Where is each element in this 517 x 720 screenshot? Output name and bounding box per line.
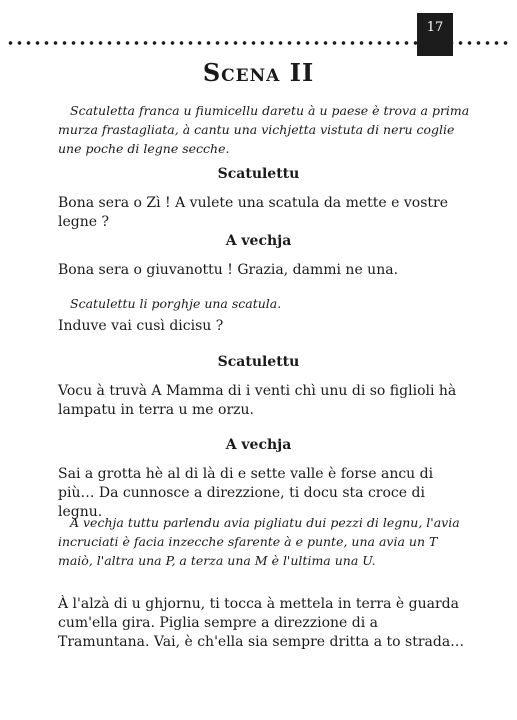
stage-direction: Scatuletta franca u fiumicellu daretu à u paese è trova a prima murza frastagliata, à cantu una vichjetta vistuta di neru coglie une poche di legne secche. xyxy=(58,103,470,156)
stage-direction: Scatulettu li porghje una scatula. xyxy=(70,296,282,311)
dialogue-line: Vocu à truvà A Mamma di i venti chì unu di so figlioli hà lampatu in terra u me orzu. xyxy=(58,383,457,418)
page-number: 17 xyxy=(417,13,453,56)
dialogue-line: Induve vai cusì dicisu ? xyxy=(58,318,224,334)
dialogue-line: À l'alzà di u ghjornu, ti tocca à mettela in terra è guarda cum'ella gira. Piglia sempre a direzzione di a Tramuntana. Vai, è ch'ella sia sempre dritta a to strada… xyxy=(58,596,465,650)
speaker-name: A vechja xyxy=(225,437,292,453)
speaker-name: A vechja xyxy=(225,233,292,249)
dialogue-line: Bona sera o giuvanottu ! Grazia, dammi ne una. xyxy=(58,262,399,278)
speaker-name: Scatulettu xyxy=(217,166,300,182)
dialogue-line: Sai a grotta hè al di là di e sette valle è forse ancu di più… Da cunnosce a direzzione, ti docu sta croce di legnu. xyxy=(58,466,434,520)
scene-title: Scena II xyxy=(202,58,315,87)
dialogue-line: Bona sera o Zì ! A vulete una scatula da mette e vostre legne ? xyxy=(58,195,448,230)
stage-direction: A vechja tuttu parlendu avia pigliatu dui pezzi di legnu, l'avia incruciati è facia inzecche sfarente à e punte, una avia un T maiò, l'altra una P, a terza una M è l'ultima una U. xyxy=(58,515,460,568)
speaker-name: Scatulettu xyxy=(217,354,300,370)
